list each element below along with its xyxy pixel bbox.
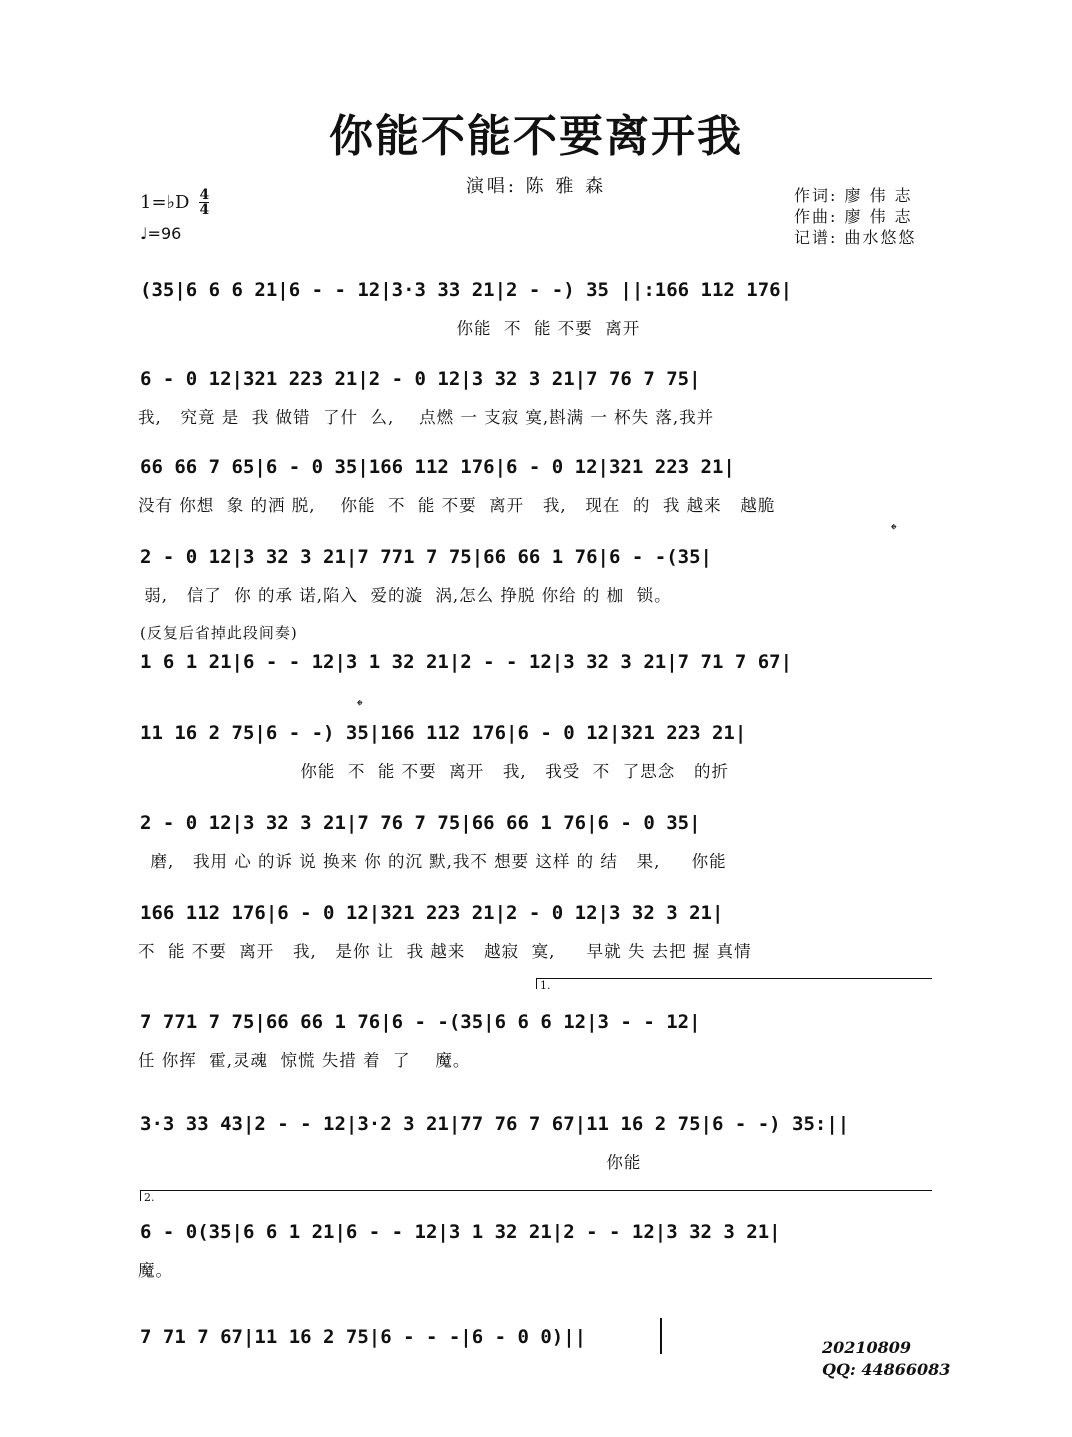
coda-sign-1: 𝄌 [891, 520, 897, 539]
notation-line: (35|6 6 6 21|6 - - 12|3·3 33 21|2 - -) 35 ||:166 112 176| [140, 279, 793, 301]
notation-line: 7 71 7 67|11 16 2 75|6 - - -|6 - 0 0)|| [140, 1326, 587, 1348]
interlude-note: (反复后省掉此段间奏) [140, 624, 298, 642]
notation-line: 3·3 33 43|2 - - 12|3·2 3 21|77 76 7 67|11 16 2 75|6 - -) 35:|| [140, 1113, 850, 1135]
notation-line: 166 112 176|6 - 0 12|321 223 21|2 - 0 12|3 32 3 21| [140, 902, 724, 924]
lyrics-line: 魔。 [138, 1261, 173, 1280]
volta-1-bracket: 1. [536, 978, 932, 989]
song-title: 你能不能不要离开我 [329, 111, 743, 162]
lyrics-line: 不 能 不要 离开 我, 是你 让 我 越来 越寂 寞, 早就 失 去把 握 真情 [138, 942, 752, 961]
notation-line: 6 - 0(35|6 6 1 21|6 - - 12|3 1 32 21|2 - - 12|3 32 3 21| [140, 1221, 781, 1243]
notation-line: 2 - 0 12|3 32 3 21|7 76 7 75|66 66 1 76|6 - 0 35| [140, 812, 701, 834]
singer-credit: 演唱: 陈 雅 森 [465, 176, 607, 197]
lyrics-line: 任 你挥 霍,灵魂 惊慌 失措 着 了 魔。 [138, 1051, 471, 1070]
lyricist-credit: 作词: 廖 伟 志 [794, 186, 913, 205]
notation-line: 2 - 0 12|3 32 3 21|7 771 7 75|66 66 1 76|6 - -(35| [140, 546, 712, 568]
tempo-marking: ♩=96 [140, 224, 182, 243]
key-signature: 1=♭D [140, 192, 190, 213]
notation-line: 1 6 1 21|6 - - 12|3 1 32 21|2 - - 12|3 32 3 21|7 71 7 67| [140, 651, 793, 673]
lyrics-line: 我, 究竟 是 我 做错 了什 么, 点燃 一 支寂 寞,斟满 一 杯失 落,我并 [138, 408, 715, 427]
lyrics-line: 你能 不 能 不要 离开 [138, 319, 641, 338]
time-signature-bottom: 4 [199, 202, 210, 218]
credits [794, 185, 916, 248]
lyrics-line: 你能 [138, 1153, 642, 1172]
lyrics-line: 你能 不 能 不要 离开 我, 我受 不 了思念 的折 [138, 762, 730, 781]
time-signature-top: 4 [199, 187, 210, 203]
notation-line: 66 66 7 65|6 - 0 35|166 112 176|6 - 0 12|321 223 21| [140, 456, 735, 478]
composer-credit: 作曲: 廖 伟 志 [794, 207, 913, 226]
notation-line: 11 16 2 75|6 - -) 35|166 112 176|6 - 0 12|321 223 21| [140, 722, 747, 744]
lyrics-line: 弱, 信了 你 的承 诺,陷入 爱的漩 涡,怎么 挣脱 你给 的 枷 锁。 [138, 586, 672, 605]
lyrics-line: 磨, 我用 心 的诉 说 换来 你 的沉 默,我不 想要 这样 的 结 果, 你能 [138, 852, 727, 871]
volta-2-bracket: 2. [140, 1190, 932, 1201]
coda-sign-2: 𝄌 [357, 696, 363, 715]
notation-line: 6 - 0 12|321 223 21|2 - 0 12|3 32 3 21|7 76 7 75| [140, 368, 701, 390]
footer-date: 20210809 [822, 1338, 912, 1357]
key-signature-block [140, 188, 209, 217]
transcriber-credit: 记谱: 曲水悠悠 [794, 228, 917, 247]
time-signature [199, 188, 209, 217]
footer-qq: QQ: 44866083 [822, 1360, 951, 1379]
lyrics-line: 没有 你想 象 的洒 脱, 你能 不 能 不要 离开 我, 现在 的 我 越来 越脆 [138, 496, 776, 515]
final-barline [660, 1318, 662, 1354]
notation-line: 7 771 7 75|66 66 1 76|6 - -(35|6 6 6 12|3 - - 12| [140, 1011, 701, 1033]
